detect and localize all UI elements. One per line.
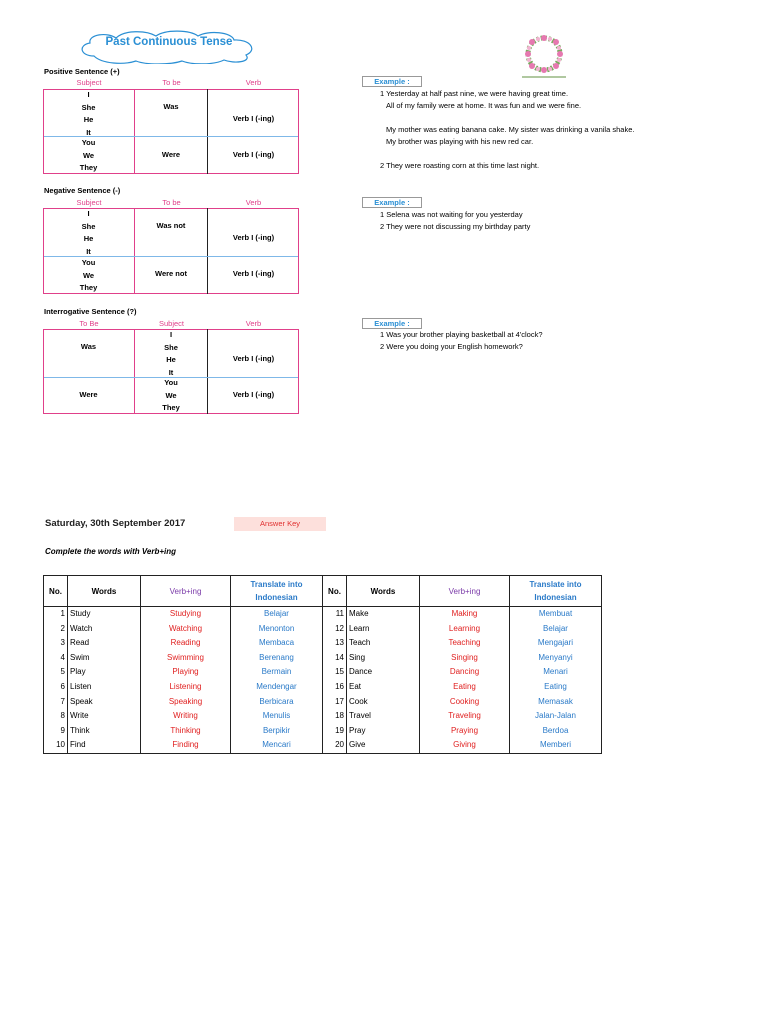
row-number: 4 bbox=[44, 651, 68, 666]
word-cell: Study bbox=[68, 607, 141, 622]
header-tobe: To be bbox=[162, 198, 181, 207]
verb-cell: Verb I (-ing) bbox=[232, 269, 275, 278]
example-label: Example : bbox=[362, 197, 422, 208]
translation-cell: Menyanyi bbox=[510, 651, 602, 666]
word-cell: Eat bbox=[347, 680, 420, 695]
tobe-cell: Were not bbox=[155, 269, 187, 278]
translation-cell: Berdoa bbox=[510, 724, 602, 739]
word-cell: Travel bbox=[347, 709, 420, 724]
header-subject: Subject bbox=[158, 319, 185, 328]
row-number: 13 bbox=[323, 636, 347, 651]
header-tobe: To be bbox=[162, 78, 181, 87]
translation-cell: Berbicara bbox=[231, 695, 323, 710]
verb-cell: Verb I (-ing) bbox=[232, 150, 275, 159]
row-number: 9 bbox=[44, 724, 68, 739]
row-number: 6 bbox=[44, 680, 68, 695]
header-verb: Verb bbox=[245, 198, 262, 207]
verb-ing-cell: Swimming bbox=[141, 651, 231, 666]
page-title: Past Continuous Tense bbox=[105, 36, 233, 48]
subject-list: You We They bbox=[162, 378, 180, 412]
translation-cell: Mengajari bbox=[510, 636, 602, 651]
header-translate: Translate into Indonesian bbox=[231, 576, 323, 607]
row-number: 12 bbox=[323, 622, 347, 637]
row-number: 2 bbox=[44, 622, 68, 637]
header-no: No. bbox=[44, 576, 68, 607]
verb-ing-cell: Learning bbox=[420, 622, 510, 637]
row-number: 15 bbox=[323, 665, 347, 680]
example-sentence: 1 Yesterday at half past nine, we were having great time. bbox=[380, 89, 569, 98]
word-cell: Pray bbox=[347, 724, 420, 739]
header-verb-ing: Verb+ing bbox=[141, 576, 231, 607]
tobe-cell: Was bbox=[163, 102, 179, 111]
example-sentence: 1 Selena was not waiting for you yesterday bbox=[380, 210, 523, 219]
instruction-text: Complete the words with Verb+ing bbox=[45, 547, 177, 556]
verb-ing-cell: Playing bbox=[141, 665, 231, 680]
header-translate: Translate into Indonesian bbox=[510, 576, 602, 607]
verb-ing-cell: Cooking bbox=[420, 695, 510, 710]
subject-list: I She He It bbox=[164, 330, 178, 377]
row-number: 3 bbox=[44, 636, 68, 651]
row-number: 8 bbox=[44, 709, 68, 724]
example-label: Example : bbox=[362, 318, 422, 329]
answer-key-label: Answer Key bbox=[234, 517, 326, 531]
negative-label: Negative Sentence (-) bbox=[44, 186, 121, 195]
word-cell: Speak bbox=[68, 695, 141, 710]
table-row bbox=[44, 738, 602, 753]
flower-wreath-icon bbox=[516, 33, 572, 81]
word-cell: Give bbox=[347, 738, 420, 753]
subject-list: You We They bbox=[79, 138, 98, 172]
table-row bbox=[44, 607, 602, 622]
translation-cell: Memberi bbox=[510, 738, 602, 753]
verb-ing-cell: Singing bbox=[420, 651, 510, 666]
header-tobe: To Be bbox=[79, 319, 99, 328]
word-cell: Watch bbox=[68, 622, 141, 637]
example-sentence: 2 They were roasting corn at this time last night. bbox=[380, 161, 540, 170]
verb-ing-cell: Reading bbox=[141, 636, 231, 651]
verb-cell: Verb I (-ing) bbox=[232, 390, 275, 399]
verb-ing-cell: Studying bbox=[141, 607, 231, 622]
word-cell: Make bbox=[347, 607, 420, 622]
row-number: 5 bbox=[44, 665, 68, 680]
row-number: 18 bbox=[323, 709, 347, 724]
row-number: 17 bbox=[323, 695, 347, 710]
row-number: 20 bbox=[323, 738, 347, 753]
row-number: 16 bbox=[323, 680, 347, 695]
row-number: 10 bbox=[44, 738, 68, 753]
word-cell: Swim bbox=[68, 651, 141, 666]
divider bbox=[207, 208, 208, 294]
header-verb-ing: Verb+ing bbox=[420, 576, 510, 607]
word-cell: Learn bbox=[347, 622, 420, 637]
translation-cell: Mencari bbox=[231, 738, 323, 753]
word-cell: Listen bbox=[68, 680, 141, 695]
tobe-cell: Were bbox=[79, 390, 98, 399]
table-row bbox=[44, 665, 602, 680]
translation-cell: Berpikir bbox=[231, 724, 323, 739]
example-sentence: My mother was eating banana cake. My sister was drinking a vanila shake. bbox=[386, 125, 635, 134]
word-cell: Teach bbox=[347, 636, 420, 651]
header-words: Words bbox=[68, 576, 141, 607]
translation-cell: Menulis bbox=[231, 709, 323, 724]
verb-ing-cell: Speaking bbox=[141, 695, 231, 710]
verb-cell: Verb I (-ing) bbox=[232, 114, 275, 123]
header-verb: Verb bbox=[245, 78, 262, 87]
table-row bbox=[44, 680, 602, 695]
header-subject: Subject bbox=[76, 78, 102, 87]
word-cell: Sing bbox=[347, 651, 420, 666]
word-cell: Write bbox=[68, 709, 141, 724]
verb-ing-cell: Watching bbox=[141, 622, 231, 637]
word-cell: Play bbox=[68, 665, 141, 680]
translation-cell: Berenang bbox=[231, 651, 323, 666]
header-words: Words bbox=[347, 576, 420, 607]
translation-cell: Eating bbox=[510, 680, 602, 695]
row-number: 14 bbox=[323, 651, 347, 666]
positive-label: Positive Sentence (+) bbox=[44, 67, 120, 76]
table-row bbox=[44, 709, 602, 724]
translation-cell: Membaca bbox=[231, 636, 323, 651]
row-number: 7 bbox=[44, 695, 68, 710]
word-cell: Think bbox=[68, 724, 141, 739]
table-header-row bbox=[44, 576, 602, 607]
example-sentence: 2 Were you doing your English homework? bbox=[380, 342, 523, 351]
verb-ing-table bbox=[43, 575, 602, 754]
verb-cell: Verb I (-ing) bbox=[232, 233, 275, 242]
verb-ing-cell: Traveling bbox=[420, 709, 510, 724]
tobe-cell: Were bbox=[161, 150, 181, 159]
exercise-date: Saturday, 30th September 2017 bbox=[45, 518, 186, 529]
row-number: 19 bbox=[323, 724, 347, 739]
interrogative-label: Interrogative Sentence (?) bbox=[44, 307, 137, 316]
verb-ing-cell: Writing bbox=[141, 709, 231, 724]
subject-list: I She He It bbox=[81, 90, 96, 137]
verb-ing-cell: Eating bbox=[420, 680, 510, 695]
example-sentence: All of my family were at home. It was fun and we were fine. bbox=[386, 101, 582, 110]
translation-cell: Menonton bbox=[231, 622, 323, 637]
translation-cell: Jalan-Jalan bbox=[510, 709, 602, 724]
table-body bbox=[44, 607, 602, 754]
verb-ing-cell: Thinking bbox=[141, 724, 231, 739]
table-row bbox=[44, 651, 602, 666]
word-cell: Cook bbox=[347, 695, 420, 710]
tobe-cell: Was bbox=[80, 342, 97, 351]
table-row bbox=[44, 695, 602, 710]
verb-ing-cell: Listening bbox=[141, 680, 231, 695]
translation-cell: Menari bbox=[510, 665, 602, 680]
example-sentence: 2 They were not discussing my birthday party bbox=[380, 222, 531, 231]
example-sentence: My brother was playing with his new red car. bbox=[386, 137, 534, 146]
tobe-cell: Was not bbox=[156, 221, 186, 230]
subject-list: I She He It bbox=[81, 209, 96, 256]
table-row bbox=[44, 724, 602, 739]
word-cell: Dance bbox=[347, 665, 420, 680]
verb-ing-cell: Giving bbox=[420, 738, 510, 753]
example-sentence: 1 Was your brother playing basketball at 4'clock? bbox=[380, 330, 543, 339]
header-verb: Verb bbox=[245, 319, 262, 328]
translation-cell: Belajar bbox=[231, 607, 323, 622]
example-label: Example : bbox=[362, 76, 422, 87]
row-number: 1 bbox=[44, 607, 68, 622]
translation-cell: Belajar bbox=[510, 622, 602, 637]
translation-cell: Memasak bbox=[510, 695, 602, 710]
header-no: No. bbox=[323, 576, 347, 607]
subject-list: You We They bbox=[79, 258, 98, 292]
verb-ing-cell: Praying bbox=[420, 724, 510, 739]
translation-cell: Membuat bbox=[510, 607, 602, 622]
verb-ing-cell: Finding bbox=[141, 738, 231, 753]
translation-cell: Bermain bbox=[231, 665, 323, 680]
word-cell: Find bbox=[68, 738, 141, 753]
table-row bbox=[44, 636, 602, 651]
table-row bbox=[44, 622, 602, 637]
verb-cell: Verb I (-ing) bbox=[232, 354, 275, 363]
word-cell: Read bbox=[68, 636, 141, 651]
verb-ing-cell: Dancing bbox=[420, 665, 510, 680]
verb-ing-cell: Teaching bbox=[420, 636, 510, 651]
verb-ing-cell: Making bbox=[420, 607, 510, 622]
row-number: 11 bbox=[323, 607, 347, 622]
translation-cell: Mendengar bbox=[231, 680, 323, 695]
header-subject: Subject bbox=[76, 198, 102, 207]
